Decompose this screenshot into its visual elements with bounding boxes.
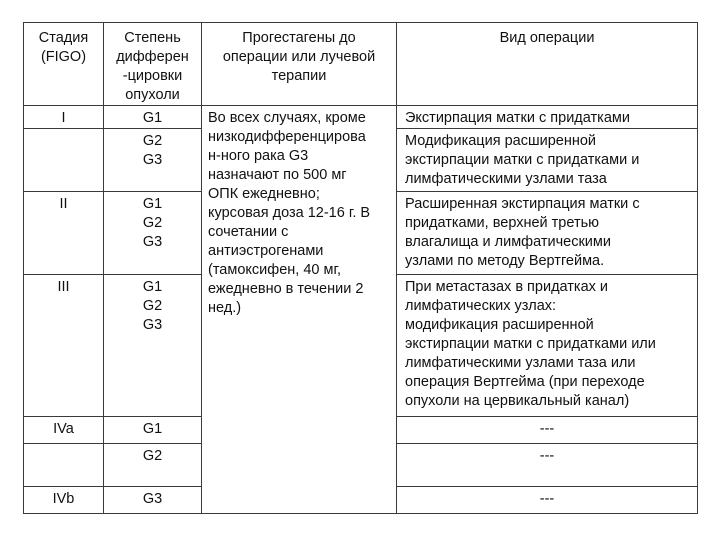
stage-cell: IVa [24,417,104,444]
operation-cell: Расширенная экстирпация матки с придатками, верхней третью влагалища и лимфатическими узлами по методу Вертгейма. [397,192,698,275]
stage-cell: III [24,275,104,417]
table-header-row [24,23,698,106]
operation-cell: При метастазах в придатках и лимфатических узлах: модификация расширенной экстирпации матки с придатками или лимфатическими узлами таза или операция Вертгейма (при переходе опухоли на цервикальный канал) [397,275,698,417]
header-stage: Стадия (FIGO) [24,23,104,106]
grade-cell: G3 [104,487,202,514]
stage-cell: I [24,106,104,129]
therapy-cell: Во всех случаях, кроме низкодифференцирова н-ного рака G3 назначают по 500 мг ОПК ежедневно; курсовая доза 12-16 г. В сочетании с антиэстрогенами (тамоксифен, 40 мг, ежедневно в течении 2 нед.) [202,106,397,514]
grade-cell: G1 [104,106,202,129]
header-therapy: Прогестагены до операции или лучевой терапии [202,23,397,106]
operation-cell: --- [397,444,698,487]
stage-cell [24,129,104,192]
treatment-table [23,22,698,514]
grade-cell: G2 [104,444,202,487]
table-row [24,106,698,129]
operation-cell: Модификация расширенной экстирпации матки с придатками и лимфатическими узлами таза [397,129,698,192]
grade-cell: G1 [104,417,202,444]
operation-cell: --- [397,417,698,444]
operation-cell: Экстирпация матки с придатками [397,106,698,129]
header-operation: Вид операции [397,23,698,106]
stage-cell: II [24,192,104,275]
grade-cell: G1 G2 G3 [104,192,202,275]
grade-cell: G2 G3 [104,129,202,192]
stage-cell: IVb [24,487,104,514]
stage-cell [24,444,104,487]
header-grade: Степень дифферен -цировки опухоли [104,23,202,106]
grade-cell: G1 G2 G3 [104,275,202,417]
operation-cell: --- [397,487,698,514]
